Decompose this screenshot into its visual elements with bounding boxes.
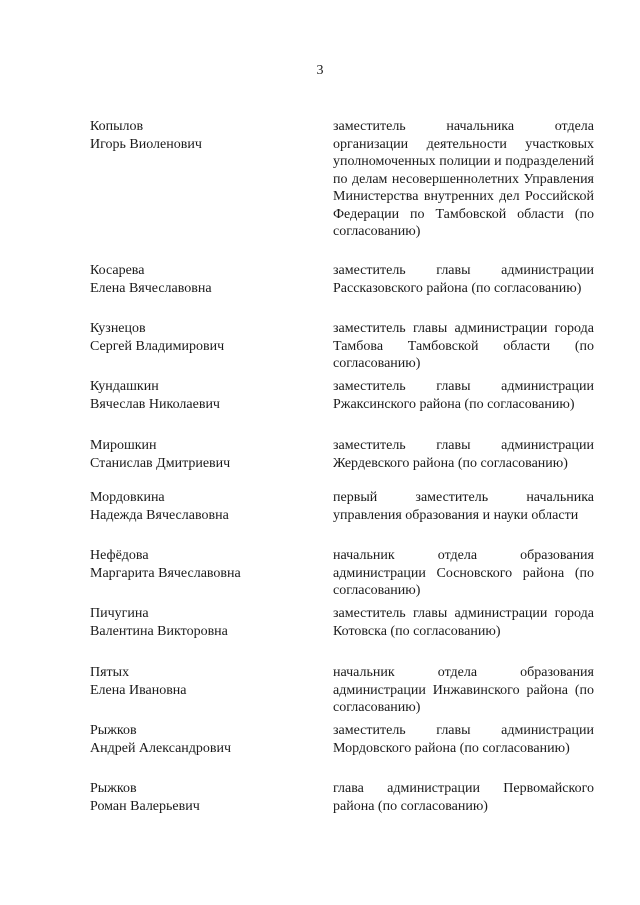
member-name [90, 664, 310, 699]
member-given-name: Надежда Вячеславовна [90, 507, 229, 523]
member-name [90, 378, 310, 413]
member-name [90, 262, 310, 297]
member-name [90, 722, 310, 757]
member-given-name: Сергей Владимирович [90, 338, 225, 354]
member-given-name: Андрей Александрович [90, 740, 232, 756]
member-name [90, 780, 310, 815]
member-name [90, 605, 310, 640]
member-given-name: Елена Вячеславовна [90, 280, 212, 296]
member-position: заместитель начальника отдела организации деятельности участковых уполномоченных полиции и подразделений по делам несовершеннолетних Управления Министерства внутренних дел Российской Федерации по Тамбовской области (по согласованию) [333, 119, 594, 239]
member-name [90, 547, 310, 582]
member-name [90, 437, 310, 472]
member-name [90, 118, 310, 153]
member-given-name: Роман Валерьевич [90, 798, 200, 814]
member-position: начальник отдела образования администрации Инжавинского района (по согласованию) [333, 665, 594, 715]
page-number: 3 [316, 63, 324, 78]
member-name [90, 489, 310, 524]
member-given-name: Игорь Виоленович [90, 136, 202, 152]
member-surname: Рыжков [90, 723, 137, 738]
member-given-name: Елена Ивановна [90, 682, 187, 698]
member-surname: Косарева [90, 263, 145, 278]
member-given-name: Вячеслав Николаевич [90, 396, 220, 412]
member-position: заместитель главы администрации города Тамбова Тамбовской области (по согласованию) [333, 321, 594, 371]
member-surname: Рыжков [90, 781, 137, 796]
member-surname: Копылов [90, 119, 144, 134]
member-position: заместитель главы администрации Ржаксинского района (по согласованию) [333, 379, 594, 412]
member-surname: Пятых [90, 665, 130, 680]
member-position: глава администрации Первомайского района (по согласованию) [333, 781, 594, 814]
member-surname: Мирошкин [90, 438, 157, 453]
member-surname: Мордовкина [90, 490, 165, 505]
member-surname: Нефёдова [90, 548, 149, 563]
member-name [90, 320, 310, 355]
member-given-name: Валентина Викторовна [90, 623, 228, 639]
member-surname: Кундашкин [90, 379, 159, 394]
member-position: заместитель главы администрации Рассказовского района (по согласованию) [333, 263, 594, 296]
member-position: заместитель главы администрации Мордовского района (по согласованию) [333, 723, 594, 756]
member-position: заместитель главы администрации Жердевского района (по согласованию) [333, 438, 594, 471]
member-given-name: Станислав Дмитриевич [90, 455, 231, 471]
member-position: заместитель главы администрации города Котовска (по согласованию) [333, 606, 594, 639]
member-position: начальник отдела образования администрации Сосновского района (по согласованию) [333, 548, 594, 598]
member-surname: Кузнецов [90, 321, 146, 336]
member-given-name: Маргарита Вячеславовна [90, 565, 241, 581]
member-surname: Пичугина [90, 606, 149, 621]
member-position: первый заместитель начальника управления образования и науки области [333, 490, 594, 523]
